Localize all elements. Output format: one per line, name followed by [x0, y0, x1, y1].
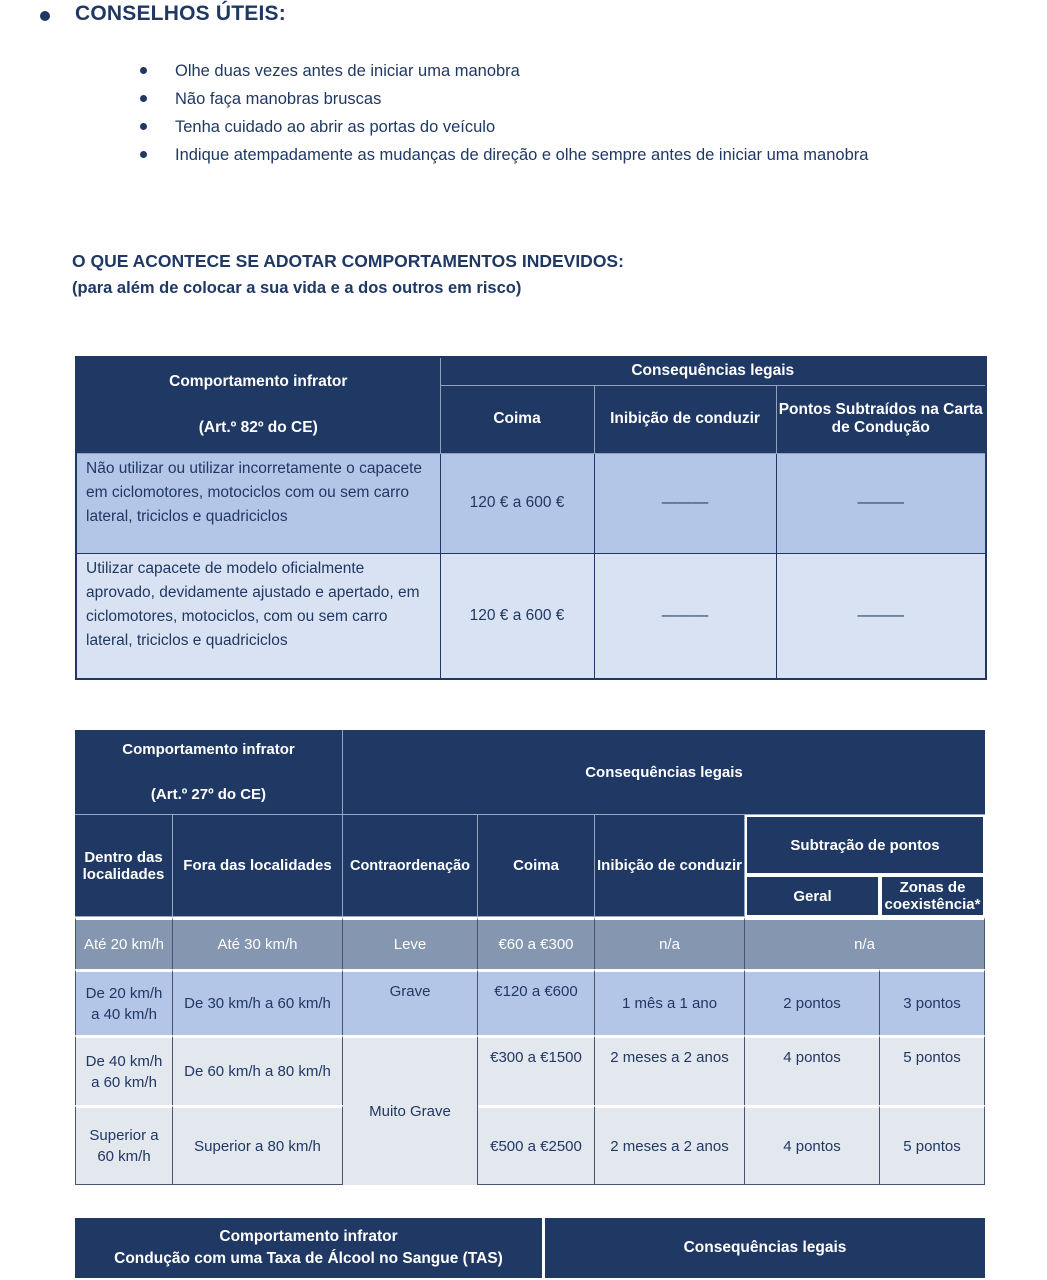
table2-col-geral: Geral [745, 875, 880, 917]
cell-contraordenacao: Leve [343, 917, 478, 969]
bullet-icon [140, 67, 147, 74]
cell-coima: 120 € a 600 € [440, 553, 594, 679]
bullet-icon [140, 95, 147, 102]
table-row [75, 969, 985, 1035]
list-item [140, 113, 986, 141]
cell-inibicao: ——— [594, 553, 776, 679]
table1-col-inibicao: Inibição de conduzir [594, 385, 776, 453]
section-heading [72, 251, 985, 298]
advice-item-text: Não faça manobras bruscas [175, 90, 382, 108]
table2-col-inibicao: Inibição de conduzir [595, 815, 745, 917]
cell-inibicao: ——— [594, 453, 776, 553]
table1-col-coima: Coima [440, 385, 594, 453]
cell-pontos: ——— [776, 553, 986, 679]
behavior-title: Comportamento infrator [219, 1228, 398, 1245]
table2-col-zonas: Zonas de coexistência* [880, 875, 985, 917]
cell-inibicao: 2 meses a 2 anos [595, 1105, 745, 1185]
list-item [140, 57, 986, 85]
cell-inibicao: 2 meses a 2 anos [595, 1035, 745, 1105]
cell-inibicao: 1 mês a 1 ano [595, 969, 745, 1035]
cell-fora: Superior a 80 km/h [173, 1105, 343, 1185]
table2-header-behavior [75, 730, 343, 815]
behavior-title: Comportamento infrator [169, 373, 348, 391]
list-item [140, 141, 986, 169]
cell-behavior: Não utilizar ou utilizar incorretamente o capacete em ciclomotores, motociclos com ou sem carro lateral, triciclos e quadriciclos [76, 453, 440, 553]
cell-subtracao: n/a [745, 917, 985, 969]
table2-col-fora: Fora das localidades [173, 815, 343, 917]
table1-col-pontos: Pontos Subtraídos na Carta de Condução [776, 385, 986, 453]
table2-col-coima: Coima [478, 815, 595, 917]
cell-dentro: Até 20 km/h [75, 917, 173, 969]
cell-pontos: ——— [776, 453, 986, 553]
bullet-icon [40, 11, 50, 21]
table1-header-legal: Consequências legais [440, 357, 986, 385]
table2-col-dentro: Dentro das localidades [75, 815, 173, 917]
table2-header-legal: Consequências legais [343, 730, 985, 815]
table-row [76, 553, 986, 679]
cell-coima: €60 a €300 [478, 917, 595, 969]
cell-behavior: Utilizar capacete de modelo oficialmente aprovado, devidamente ajustado e apertado, em ciclomotores, motociclos, com ou sem carro lateral, triciclos e quadriciclos [76, 553, 440, 679]
cell-contraordenacao: Grave [343, 969, 478, 1035]
table-row [75, 1035, 985, 1105]
table-alcohol-infractions [75, 1218, 985, 1278]
advice-title: CONSELHOS ÚTEIS: [75, 2, 286, 25]
cell-geral: 2 pontos [745, 969, 880, 1035]
advice-item-text: Tenha cuidado ao abrir as portas do veículo [175, 118, 496, 136]
cell-coima: €120 a €600 [478, 969, 595, 1035]
table-row [75, 1105, 985, 1185]
cell-fora: Até 30 km/h [173, 917, 343, 969]
cell-zonas: 3 pontos [880, 969, 985, 1035]
behavior-article: (Art.º 82º do CE) [198, 419, 318, 437]
cell-zonas: 5 pontos [880, 1105, 985, 1185]
advice-heading [40, 2, 286, 26]
table2-col-contraordenacao: Contraordenação [343, 815, 478, 917]
bullet-icon [140, 151, 147, 158]
cell-contraordenacao: Muito Grave [343, 1035, 478, 1185]
cell-zonas: 5 pontos [880, 1035, 985, 1105]
table-row [75, 917, 985, 969]
table-row [76, 453, 986, 553]
advice-list [140, 57, 986, 169]
table-helmet-infractions [75, 356, 987, 680]
section-title: O QUE ACONTECE SE ADOTAR COMPORTAMENTOS INDEVIDOS: [72, 251, 624, 271]
cell-coima: 120 € a 600 € [440, 453, 594, 553]
behavior-article: (Art.º 27º do CE) [150, 786, 267, 803]
table3-header-legal: Consequências legais [545, 1218, 985, 1278]
behavior-sub: Condução com uma Taxa de Álcool no Sangue (TAS) [114, 1250, 503, 1267]
cell-coima: €300 a €1500 [478, 1035, 595, 1105]
table1-header-behavior [76, 357, 440, 453]
cell-dentro: De 40 km/h a 60 km/h [75, 1035, 173, 1105]
cell-fora: De 60 km/h a 80 km/h [173, 1035, 343, 1105]
advice-item-text: Indique atempadamente as mudanças de direção e olhe sempre antes de iniciar uma manobra [175, 146, 869, 164]
list-item [140, 85, 986, 113]
table-speeding-infractions [75, 730, 985, 1185]
cell-inibicao: n/a [595, 917, 745, 969]
cell-dentro: Superior a 60 km/h [75, 1105, 173, 1185]
table2-col-subtracao: Subtração de pontos [745, 815, 985, 875]
cell-fora: De 30 km/h a 60 km/h [173, 969, 343, 1035]
section-subtitle: (para além de colocar a sua vida e a dos outros em risco) [72, 279, 522, 297]
advice-item-text: Olhe duas vezes antes de iniciar uma manobra [175, 62, 520, 80]
cell-geral: 4 pontos [745, 1035, 880, 1105]
bullet-icon [140, 123, 147, 130]
cell-dentro: De 20 km/h a 40 km/h [75, 969, 173, 1035]
table3-header-behavior [75, 1218, 545, 1278]
cell-coima: €500 a €2500 [478, 1105, 595, 1185]
behavior-title: Comportamento infrator [122, 741, 295, 758]
cell-geral: 4 pontos [745, 1105, 880, 1185]
